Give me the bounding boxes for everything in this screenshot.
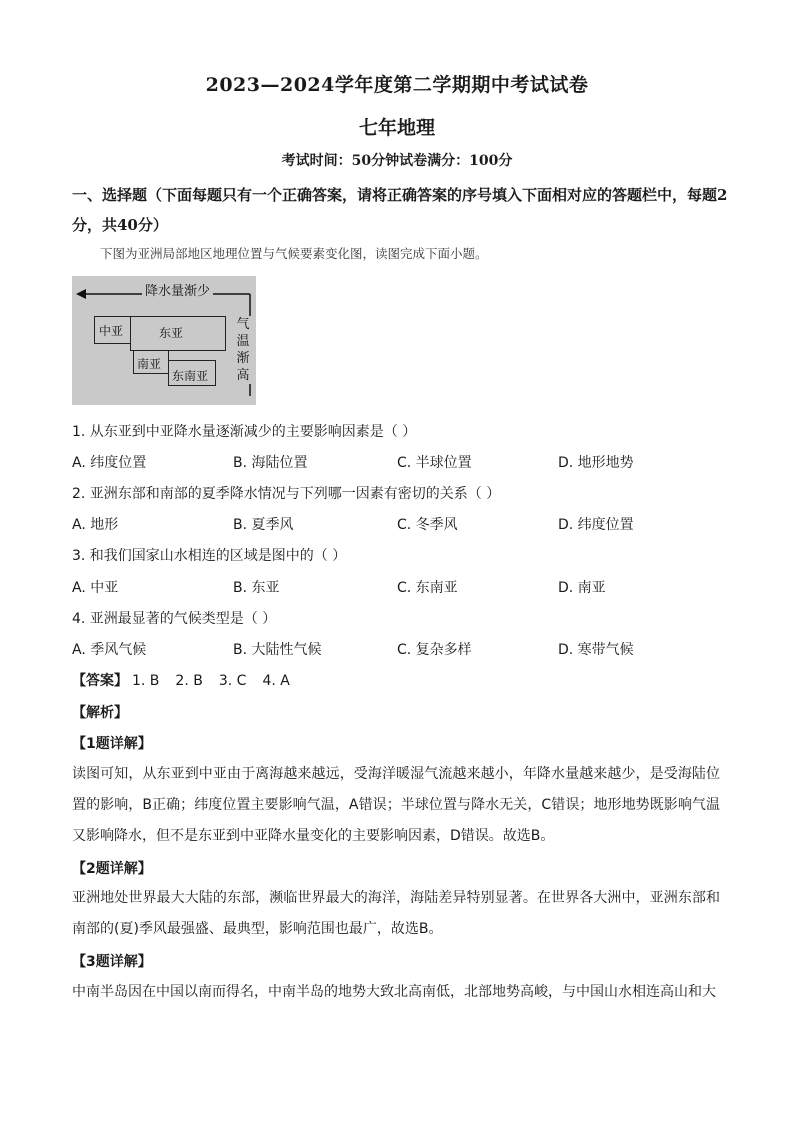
question-4: 4. 亚洲最显著的气候类型是（ ） xyxy=(72,611,277,627)
q3-option-c: C. 东南亚 xyxy=(397,580,458,596)
answer-item: 1. B xyxy=(132,673,160,689)
question-2: 2. 亚洲东部和南部的夏季降水情况与下列哪一因素有密切的关系（ ） xyxy=(72,486,501,502)
region-east-asia xyxy=(130,316,226,351)
exam-subject: 七年地理 xyxy=(358,117,435,139)
q2-option-d: D. 纬度位置 xyxy=(558,517,634,533)
figure-intro: 下图为亚洲局部地区地理位置与气候要素变化图，读图完成下面小题。 xyxy=(100,246,488,261)
q4-option-d: D. 寒带气候 xyxy=(558,642,634,658)
region-label: 东南亚 xyxy=(172,369,209,383)
region-label: 东亚 xyxy=(159,326,184,340)
region-southeast-asia xyxy=(168,360,216,386)
q3-option-a: A. 中亚 xyxy=(72,580,119,596)
detail-2-heading: 【2题详解】 xyxy=(72,861,152,877)
region-label: 中亚 xyxy=(99,324,124,338)
detail-1-heading: 【1题详解】 xyxy=(72,736,152,752)
region-south-asia xyxy=(133,350,169,374)
question-3: 3. 和我们国家山水相连的区域是图中的（ ） xyxy=(72,548,347,564)
answer-label: 【答案】 xyxy=(72,673,128,689)
q3-option-b: B. 东亚 xyxy=(233,580,280,596)
detail-3-text: 中南半岛因在中国以南而得名，中南半岛的地势大致北高南低，北部地势高峻，与中国山水相连高山和大 xyxy=(72,984,716,1000)
q4-option-a: A. 季风气候 xyxy=(72,642,147,658)
figure-top-label: 降水量渐少 xyxy=(142,280,213,299)
answer-line xyxy=(72,670,290,690)
detail-3-heading: 【3题详解】 xyxy=(72,954,152,970)
detail-1-text: 读图可知，从东亚到中亚由于离海越来越远，受海洋暖湿气流越来越小，年降水量越来越少，是受海陆位置的影响，B正确；纬度位置主要影响气温，A错误；半球位置与降水无关，C错误；地形地势既影响气温又影响降水，但不是东亚到中亚降水量变化的主要影响因素，D错误。故选B。 xyxy=(72,766,720,844)
region-label: 南亚 xyxy=(137,357,162,371)
exam-title: 2023—2024学年度第二学期期中考试试卷 xyxy=(205,74,589,96)
q4-option-b: B. 大陆性气候 xyxy=(233,642,322,658)
q1-option-b: B. 海陆位置 xyxy=(233,455,308,471)
detail-2-text: 亚洲地处世界最大大陆的东部，濒临世界最大的海洋，海陆差异特别显著。在世界各大洲中，亚洲东部和南部的(夏)季风最强盛、最典型，影响范围也最广，故选B。 xyxy=(72,890,720,937)
q1-option-c: C. 半球位置 xyxy=(397,455,472,471)
q2-option-a: A. 地形 xyxy=(72,517,119,533)
region-central-asia xyxy=(94,316,131,344)
section-heading: 一、选择题（下面每题只有一个正确答案，请将正确答案的序号填入下面相对应的答题栏中，每题2分，共40分） xyxy=(72,186,728,234)
left-arrowhead-icon xyxy=(76,289,86,299)
q2-option-b: B. 夏季风 xyxy=(233,517,294,533)
answer-item: 4. A xyxy=(262,673,290,689)
q3-option-d: D. 南亚 xyxy=(558,580,606,596)
q4-option-c: C. 复杂多样 xyxy=(397,642,472,658)
question-1: 1. 从东亚到中亚降水量逐渐减少的主要影响因素是（ ） xyxy=(72,424,417,440)
exam-info: 考试时间：50分钟试卷满分：100分 xyxy=(281,153,513,169)
q1-option-a: A. 纬度位置 xyxy=(72,455,147,471)
q2-option-c: C. 冬季风 xyxy=(397,517,458,533)
answer-item: 3. C xyxy=(218,673,247,689)
asia-climate-figure xyxy=(72,276,256,405)
analysis-label: 【解析】 xyxy=(72,705,128,721)
answer-item: 2. B xyxy=(175,673,203,689)
figure-side-label: 气温渐高 xyxy=(236,317,250,383)
q1-option-d: D. 地形地势 xyxy=(558,455,634,471)
